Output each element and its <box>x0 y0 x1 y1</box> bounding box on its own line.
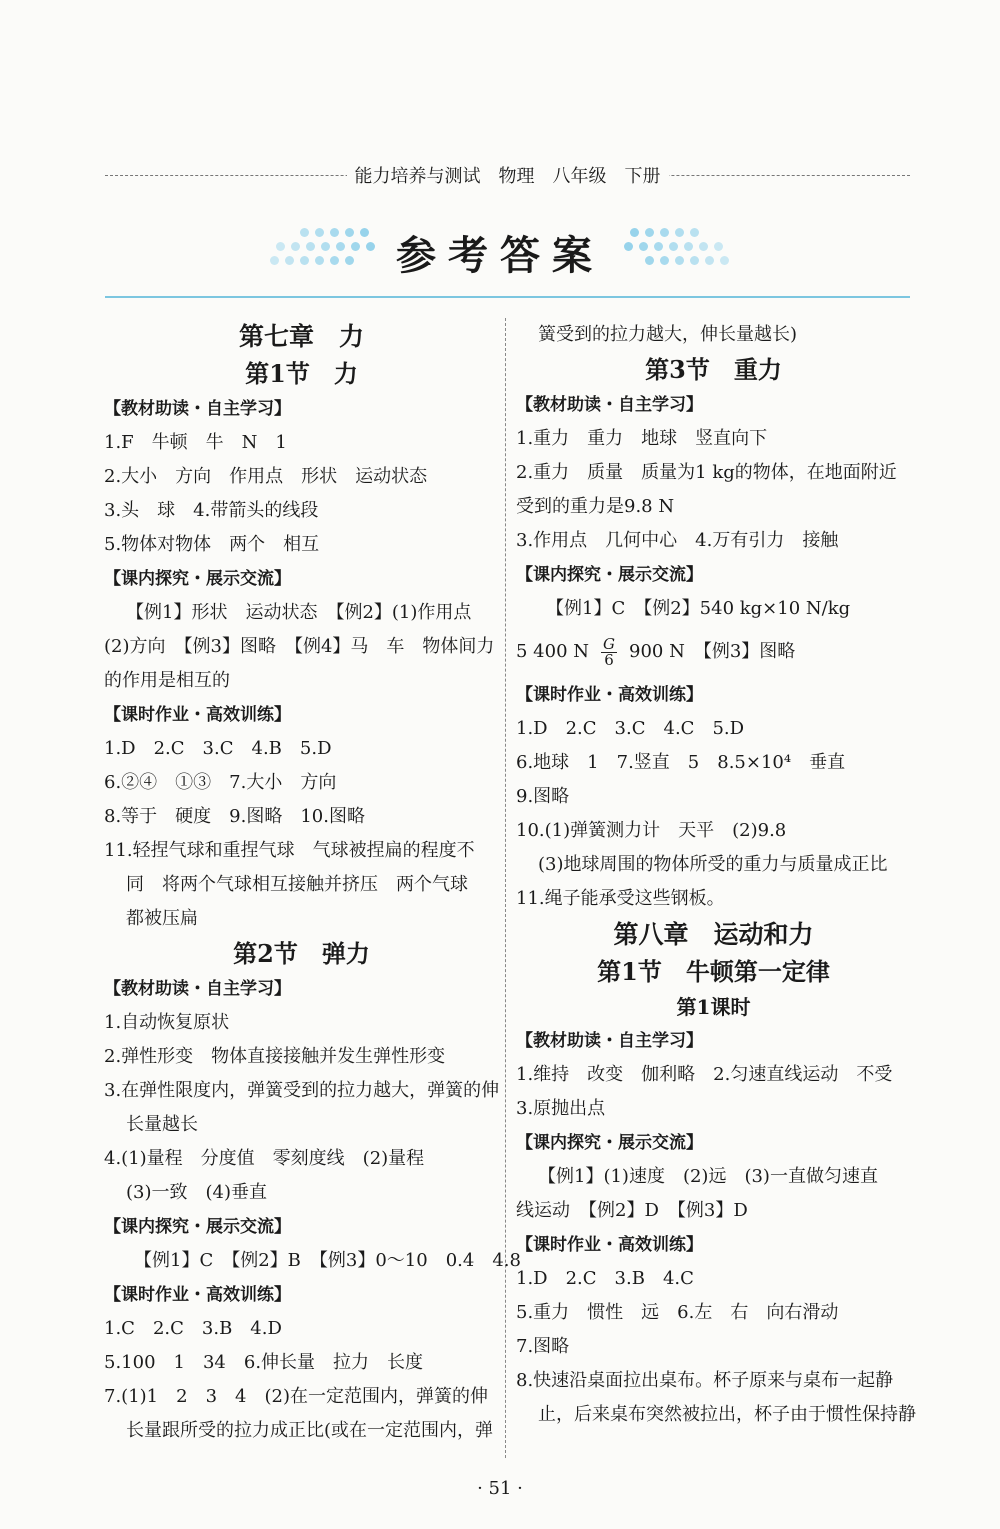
decorative-dots-right-icon <box>620 228 730 272</box>
answer-line: 6.地球 1 7.竖直 5 8.5×10⁴ 垂直 <box>516 752 846 773</box>
answer-line: 7.(1)1 2 3 4 (2)在一定范围内，弹簧的伸 <box>104 1386 488 1407</box>
page-title: 参考答案 <box>396 232 604 279</box>
section-label: 【课时作业・高效训练】 <box>516 1235 703 1255</box>
section-heading: 第1节 牛顿第一定律 <box>597 957 830 986</box>
answer-line: 同 将两个气球相互接触并挤压 两个气球 <box>126 874 468 895</box>
fraction-answer-line <box>516 626 911 678</box>
section-heading: 第1节 力 <box>245 359 358 388</box>
answer-line: 【例1】(1)速度 (2)远 (3)一直做匀速直 <box>538 1166 878 1187</box>
lesson-heading: 第1课时 <box>676 995 751 1019</box>
section-label: 【课内探究・展示交流】 <box>516 565 703 585</box>
answer-line: (3)一致 (4)垂直 <box>126 1182 267 1203</box>
section-label: 【教材助读・自主学习】 <box>516 395 703 415</box>
answer-line: 3.头 球 4.带箭头的线段 <box>104 500 319 521</box>
answer-line: 5.物体对物体 两个 相互 <box>104 534 320 555</box>
answer-line: 7.图略 <box>516 1336 570 1357</box>
section-label: 【教材助读・自主学习】 <box>516 1031 703 1051</box>
left-column <box>104 318 521 1448</box>
answer-line: 【例1】形状 运动状态 【例2】(1)作用点 <box>126 602 472 623</box>
answer-line: 8.快速沿桌面拉出桌布。杯子原来与桌布一起静 <box>516 1370 894 1391</box>
answer-line: 止，后来桌布突然被拉出，杯子由于惯性保持静 <box>538 1404 916 1425</box>
answer-line: 3.作用点 几何中心 4.万有引力 接触 <box>516 530 839 551</box>
section-label: 【教材助读・自主学习】 <box>104 399 291 419</box>
page-number: · 51 · <box>477 1478 523 1499</box>
answer-value: 900 N 【例3】图略 <box>629 641 796 662</box>
answer-line: 3.在弹性限度内，弹簧受到的拉力越大，弹簧的伸 <box>104 1080 500 1101</box>
answer-line: 1.D 2.C 3.C 4.C 5.D <box>516 718 745 739</box>
answer-line: 5.重力 惯性 远 6.左 右 向右滑动 <box>516 1302 839 1323</box>
right-column <box>516 318 916 1432</box>
answer-line: 3.原抛出点 <box>516 1098 606 1119</box>
answer-line: 的作用是相互的 <box>104 670 230 691</box>
header-text: 能力培养与测试 物理 八年级 下册 <box>347 162 669 188</box>
answer-line: 2.弹性形变 物体直接接触并发生弹性形变 <box>104 1046 446 1067</box>
column-divider <box>505 318 506 1458</box>
section-label: 【课内探究・展示交流】 <box>516 1133 703 1153</box>
answer-line: 1.自动恢复原状 <box>104 1012 230 1033</box>
answer-line: 簧受到的拉力越大，伸长量越长) <box>538 324 798 345</box>
answer-line: 长量越长 <box>126 1114 198 1135</box>
answer-line: 1.重力 重力 地球 竖直向下 <box>516 428 768 449</box>
answer-line: (2)方向 【例3】图略 【例4】马 车 物体间力 <box>104 636 495 657</box>
chapter-heading: 第八章 运动和力 <box>613 920 814 949</box>
answer-line: 1.维持 改变 伽利略 2.匀速直线运动 不受 <box>516 1064 893 1085</box>
answer-line: 线运动 【例2】D 【例3】D <box>516 1200 748 1221</box>
chapter-heading: 第七章 力 <box>238 322 364 351</box>
answer-line: 2.大小 方向 作用点 形状 运动状态 <box>104 466 428 487</box>
fraction-numerator: G <box>603 634 615 653</box>
title-underline <box>105 296 910 298</box>
answer-line: 受到的重力是9.8 N <box>516 496 675 517</box>
answer-line: 11.绳子能承受这些钢板。 <box>516 888 725 909</box>
answer-line: 都被压扁 <box>126 908 198 929</box>
answer-value: 5 400 N <box>516 641 590 662</box>
answer-line: 长量跟所受的拉力成正比(或在一定范围内，弹 <box>126 1420 494 1441</box>
fraction-denominator: 6 <box>604 650 614 669</box>
section-label: 【课时作业・高效训练】 <box>104 705 291 725</box>
answer-line: 1.D 2.C 3.B 4.C <box>516 1268 694 1289</box>
answer-line: 11.轻捏气球和重捏气球 气球被捏扁的程度不 <box>104 840 475 861</box>
answer-line: 6.②④ ①③ 7.大小 方向 <box>104 772 337 793</box>
answer-line: 【例1】C 【例2】B 【例3】0～10 0.4 4.8 <box>134 1250 521 1271</box>
answer-line: 4.(1)量程 分度值 零刻度线 (2)量程 <box>104 1148 425 1169</box>
running-header <box>105 160 910 190</box>
answer-line: 5.100 1 34 6.伸长量 拉力 长度 <box>104 1352 424 1373</box>
answer-line: 1.C 2.C 3.B 4.D <box>104 1318 282 1339</box>
section-label: 【课时作业・高效训练】 <box>516 685 703 705</box>
answer-line: 【例1】C 【例2】540 kg×10 N/kg <box>546 598 851 619</box>
answer-line: 8.等于 硬度 9.图略 10.图略 <box>104 806 365 827</box>
answer-line: (3)地球周围的物体所受的重力与质量成正比 <box>538 854 888 875</box>
title-banner <box>270 220 730 280</box>
answer-line: 2.重力 质量 质量为1 kg的物体，在地面附近 <box>516 462 897 483</box>
answer-line: 9.图略 <box>516 786 570 807</box>
section-label: 【教材助读・自主学习】 <box>104 979 291 999</box>
answer-line: 10.(1)弹簧测力计 天平 (2)9.8 <box>516 820 787 841</box>
fraction <box>601 634 617 669</box>
section-label: 【课内探究・展示交流】 <box>104 1217 291 1237</box>
answer-line: 1.F 牛顿 牛 N 1 <box>104 432 287 453</box>
section-label: 【课内探究・展示交流】 <box>104 569 291 589</box>
answer-line: 1.D 2.C 3.C 4.B 5.D <box>104 738 332 759</box>
section-heading: 第2节 弹力 <box>233 939 370 968</box>
section-heading: 第3节 重力 <box>645 355 782 384</box>
section-label: 【课时作业・高效训练】 <box>104 1285 291 1305</box>
